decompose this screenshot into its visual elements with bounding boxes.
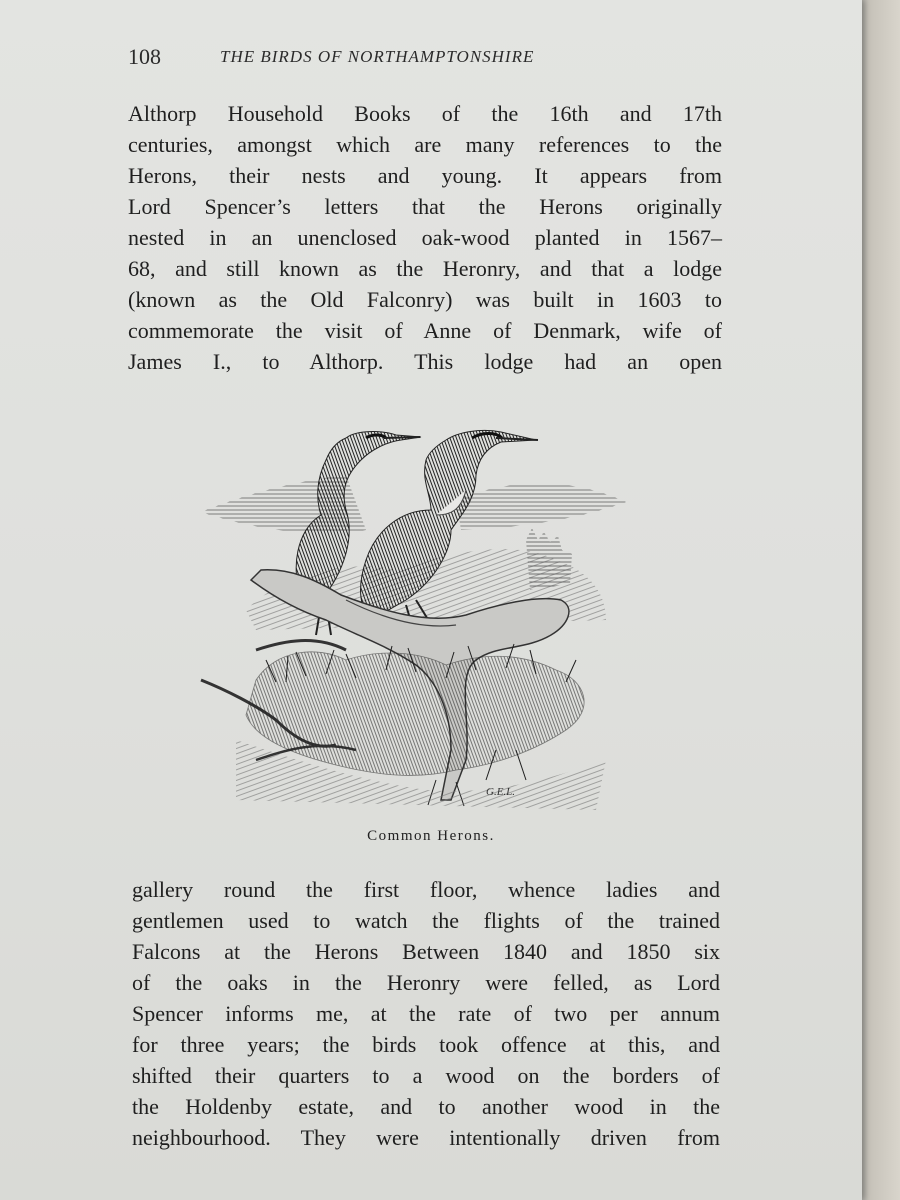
figure-caption: Common Herons. — [367, 828, 495, 844]
text-line: neighbourhood. They were intentionally driven from — [132, 1125, 720, 1150]
engraver-signature: G.E.L. — [486, 786, 516, 798]
text-line: of the oaks in the Heronry were felled, as Lord — [132, 970, 720, 995]
text-line: Falcons at the Herons Between 1840 and 1850 six — [132, 939, 720, 964]
heron-illustration — [196, 420, 626, 820]
text-line: James I., to Althorp. This lodge had an open — [128, 349, 722, 374]
text-line: Herons, their nests and young. It appears from — [128, 163, 722, 188]
text-line: 68, and still known as the Heronry, and that a lodge — [128, 256, 722, 281]
text-line: commemorate the visit of Anne of Denmark, wife of — [128, 318, 722, 343]
text-line: gallery round the first floor, whence ladies and — [132, 877, 720, 902]
text-line: Althorp Household Books of the 16th and 17th — [128, 101, 722, 126]
text-line: Spencer informs me, at the rate of two per annum — [132, 1001, 720, 1026]
page-number: 108 — [128, 44, 161, 69]
page-header — [128, 44, 688, 74]
text-line: the Holdenby estate, and to another wood in the — [132, 1094, 720, 1119]
bottom-paragraph — [132, 874, 720, 1153]
text-line: Lord Spencer’s letters that the Herons originally — [128, 194, 722, 219]
top-paragraph — [128, 98, 722, 377]
text-line: for three years; the birds took offence at this, and — [132, 1032, 720, 1057]
text-line: centuries, amongst which are many references to the — [128, 132, 722, 157]
text-line: nested in an unenclosed oak-wood planted in 1567– — [128, 225, 722, 250]
text-line: gentlemen used to watch the flights of the trained — [132, 908, 720, 933]
text-line: shifted their quarters to a wood on the borders of — [132, 1063, 720, 1088]
text-line: (known as the Old Falconry) was built in 1603 to — [128, 287, 722, 312]
running-head: THE BIRDS OF NORTHAMPTONSHIRE — [220, 47, 535, 66]
